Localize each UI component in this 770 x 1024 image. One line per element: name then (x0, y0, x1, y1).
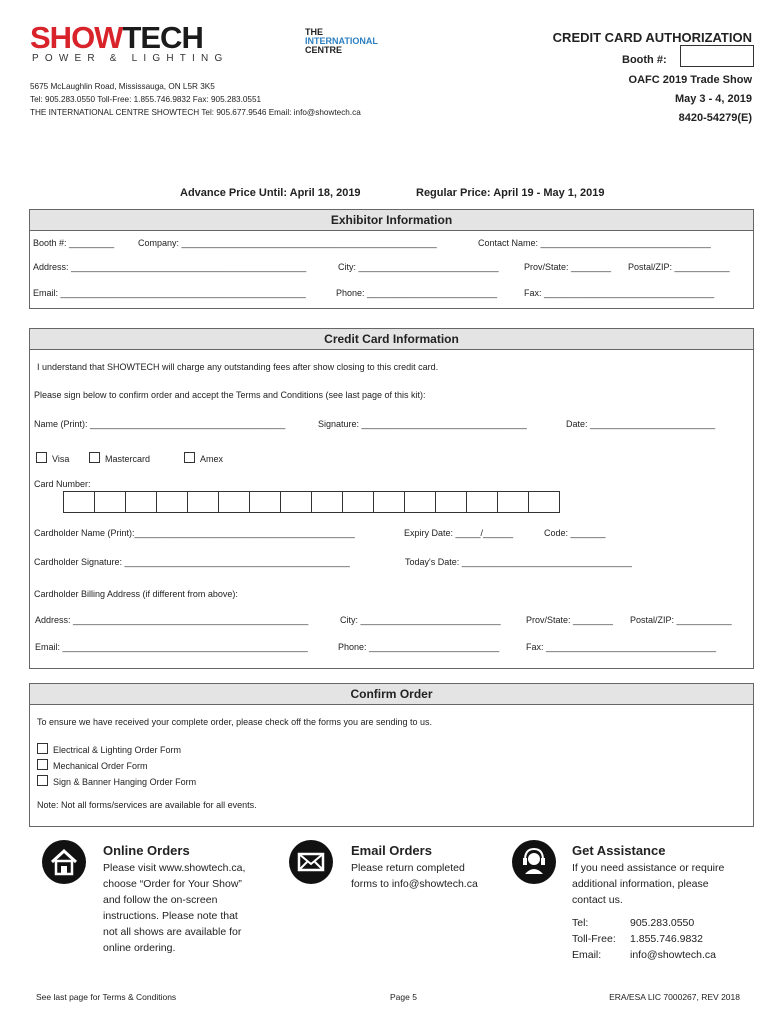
advance-price: Advance Price Until: April 18, 2019 (180, 187, 361, 199)
card-digit-box[interactable] (405, 492, 436, 512)
billing-fax-field[interactable]: Fax: __________________________________ (526, 642, 717, 652)
sign-instructions: Please sign below to confirm order and accept the Terms and Conditions (see last page of this kit): (34, 390, 426, 400)
footer-terms: See last page for Terms & Conditions (36, 992, 177, 1002)
booth-number-field[interactable] (680, 45, 754, 67)
email-orders-title: Email Orders (351, 843, 432, 858)
card-digit-box[interactable] (343, 492, 374, 512)
card-digit-box[interactable] (219, 492, 250, 512)
billing-city-field[interactable]: City: ____________________________ (340, 615, 501, 625)
exhibitor-city-field[interactable]: City: ____________________________ (338, 262, 499, 272)
tollfree-label: Toll-Free: (572, 933, 616, 945)
todays-date-field[interactable]: Today's Date: __________________________________ (405, 557, 632, 567)
card-number-label: Card Number: (34, 479, 91, 489)
show-code: 8420-54279(E) (678, 112, 752, 124)
exhibitor-postal-field[interactable]: Postal/ZIP: ___________ (628, 262, 730, 272)
online-orders-title: Online Orders (103, 843, 190, 858)
exhibitor-email-field[interactable]: Email: _________________________________________________ (33, 288, 306, 298)
visa-checkbox[interactable] (36, 452, 47, 463)
card-digit-box[interactable] (436, 492, 467, 512)
credit-card-heading: Credit Card Information (30, 329, 753, 350)
card-digit-box[interactable] (157, 492, 188, 512)
signature-field[interactable]: Signature: _________________________________ (318, 419, 527, 429)
company-address: 5675 McLaughlin Road, Mississauga, ON L5R 3K5 Tel: 905.283.0550 Toll-Free: 1.855.746.9832 Fax: 905.283.0551 THE INTERNATIONAL CENTRE SHOWTECH Tel: 905.677.9546 Email: info@showtech.ca (30, 82, 361, 117)
form-option-sign-banner[interactable]: Sign & Banner Hanging Order Form (37, 775, 196, 787)
billing-address-field[interactable]: Address: _______________________________________________ (35, 615, 309, 625)
forms-note: Note: Not all forms/services are available for all events. (37, 800, 257, 810)
visa-option[interactable]: Visa (36, 452, 69, 464)
card-digit-box[interactable] (126, 492, 157, 512)
card-digit-box[interactable] (188, 492, 219, 512)
mechanical-checkbox[interactable] (37, 759, 48, 770)
card-digit-box[interactable] (250, 492, 281, 512)
headset-icon (512, 840, 556, 884)
exhibitor-address-field[interactable]: Address: _______________________________________________ (33, 262, 307, 272)
form-option-mechanical[interactable]: Mechanical Order Form (37, 759, 148, 771)
confirm-order-heading: Confirm Order (30, 684, 753, 705)
confirm-intro: To ensure we have received your complete order, please check off the forms you are sending to us. (37, 717, 433, 727)
charge-statement: I understand that SHOWTECH will charge any outstanding fees after show closing to this credit card. (37, 362, 439, 372)
electrical-checkbox[interactable] (37, 743, 48, 754)
card-digit-box[interactable] (64, 492, 95, 512)
mastercard-checkbox[interactable] (89, 452, 100, 463)
exhibitor-prov-field[interactable]: Prov/State: ________ (524, 262, 612, 272)
logo-tagline: POWER & LIGHTING (32, 53, 229, 64)
exhibitor-phone-field[interactable]: Phone: __________________________ (336, 288, 498, 298)
card-digit-box[interactable] (312, 492, 343, 512)
show-dates: May 3 - 4, 2019 (674, 93, 752, 105)
billing-postal-field[interactable]: Postal/ZIP: ___________ (630, 615, 732, 625)
email-orders-text: Please return completed forms to info@showtech.ca (351, 862, 478, 890)
card-digit-box[interactable] (529, 492, 559, 512)
page-title: CREDIT CARD AUTHORIZATION (552, 30, 752, 45)
expiry-date-field[interactable]: Expiry Date: _____/______ (404, 528, 514, 538)
card-digit-box[interactable] (281, 492, 312, 512)
exhibitor-company-field[interactable]: Company: ___________________________________________________ (138, 238, 437, 248)
showtech-logo: SHOWTECH (30, 20, 203, 55)
exhibitor-heading: Exhibitor Information (30, 210, 753, 231)
tel-value: 905.283.0550 (630, 917, 695, 929)
card-digit-box[interactable] (498, 492, 529, 512)
booth-label: Booth #: (622, 54, 667, 66)
card-digit-box[interactable] (374, 492, 405, 512)
online-orders-text: Please visit www.showtech.ca, choose “Order for Your Show” and follow the on-screen instructions. Please note that not all shows are available for online ordering. (103, 862, 246, 954)
card-code-field[interactable]: Code: _______ (544, 528, 606, 538)
exhibitor-contact-field[interactable]: Contact Name: __________________________________ (478, 238, 711, 248)
form-option-electrical[interactable]: Electrical & Lighting Order Form (37, 743, 181, 755)
cardholder-name-field[interactable]: Cardholder Name (Print):____________________________________________ (34, 528, 355, 538)
amex-option[interactable]: Amex (184, 452, 223, 464)
tel-label: Tel: (572, 917, 589, 929)
card-number-field[interactable] (63, 491, 560, 513)
billing-phone-field[interactable]: Phone: __________________________ (338, 642, 500, 652)
billing-prov-field[interactable]: Prov/State: ________ (526, 615, 614, 625)
house-icon (42, 840, 86, 884)
cardholder-signature-field[interactable]: Cardholder Signature: _____________________________________________ (34, 557, 350, 567)
page-number: Page 5 (390, 992, 417, 1002)
card-digit-box[interactable] (467, 492, 498, 512)
get-assistance-title: Get Assistance (572, 843, 666, 858)
international-centre-logo: THE INTERNATIONAL CENTRE (305, 27, 378, 55)
show-name: OAFC 2019 Trade Show (628, 74, 752, 86)
email-label: Email: (572, 949, 602, 961)
date-field[interactable]: Date: _________________________ (566, 419, 716, 429)
envelope-icon (289, 840, 333, 884)
exhibitor-booth-field[interactable]: Booth #: _________ (33, 238, 115, 248)
get-assistance-text: If you need assistance or require additional information, please contact us. (572, 862, 725, 906)
exhibitor-fax-field[interactable]: Fax: __________________________________ (524, 288, 715, 298)
name-print-field[interactable]: Name (Print): _______________________________________ (34, 419, 286, 429)
card-digit-box[interactable] (95, 492, 126, 512)
billing-address-label: Cardholder Billing Address (if different from above): (34, 589, 238, 599)
tollfree-value: 1.855.746.9832 (630, 933, 703, 945)
email-value: info@showtech.ca (630, 949, 716, 961)
footer-license: ERA/ESA LIC 7000267, REV 2018 (609, 992, 740, 1002)
regular-price: Regular Price: April 19 - May 1, 2019 (416, 187, 605, 199)
mastercard-option[interactable]: Mastercard (89, 452, 150, 464)
sign-banner-checkbox[interactable] (37, 775, 48, 786)
billing-email-field[interactable]: Email: _________________________________________________ (35, 642, 308, 652)
amex-checkbox[interactable] (184, 452, 195, 463)
